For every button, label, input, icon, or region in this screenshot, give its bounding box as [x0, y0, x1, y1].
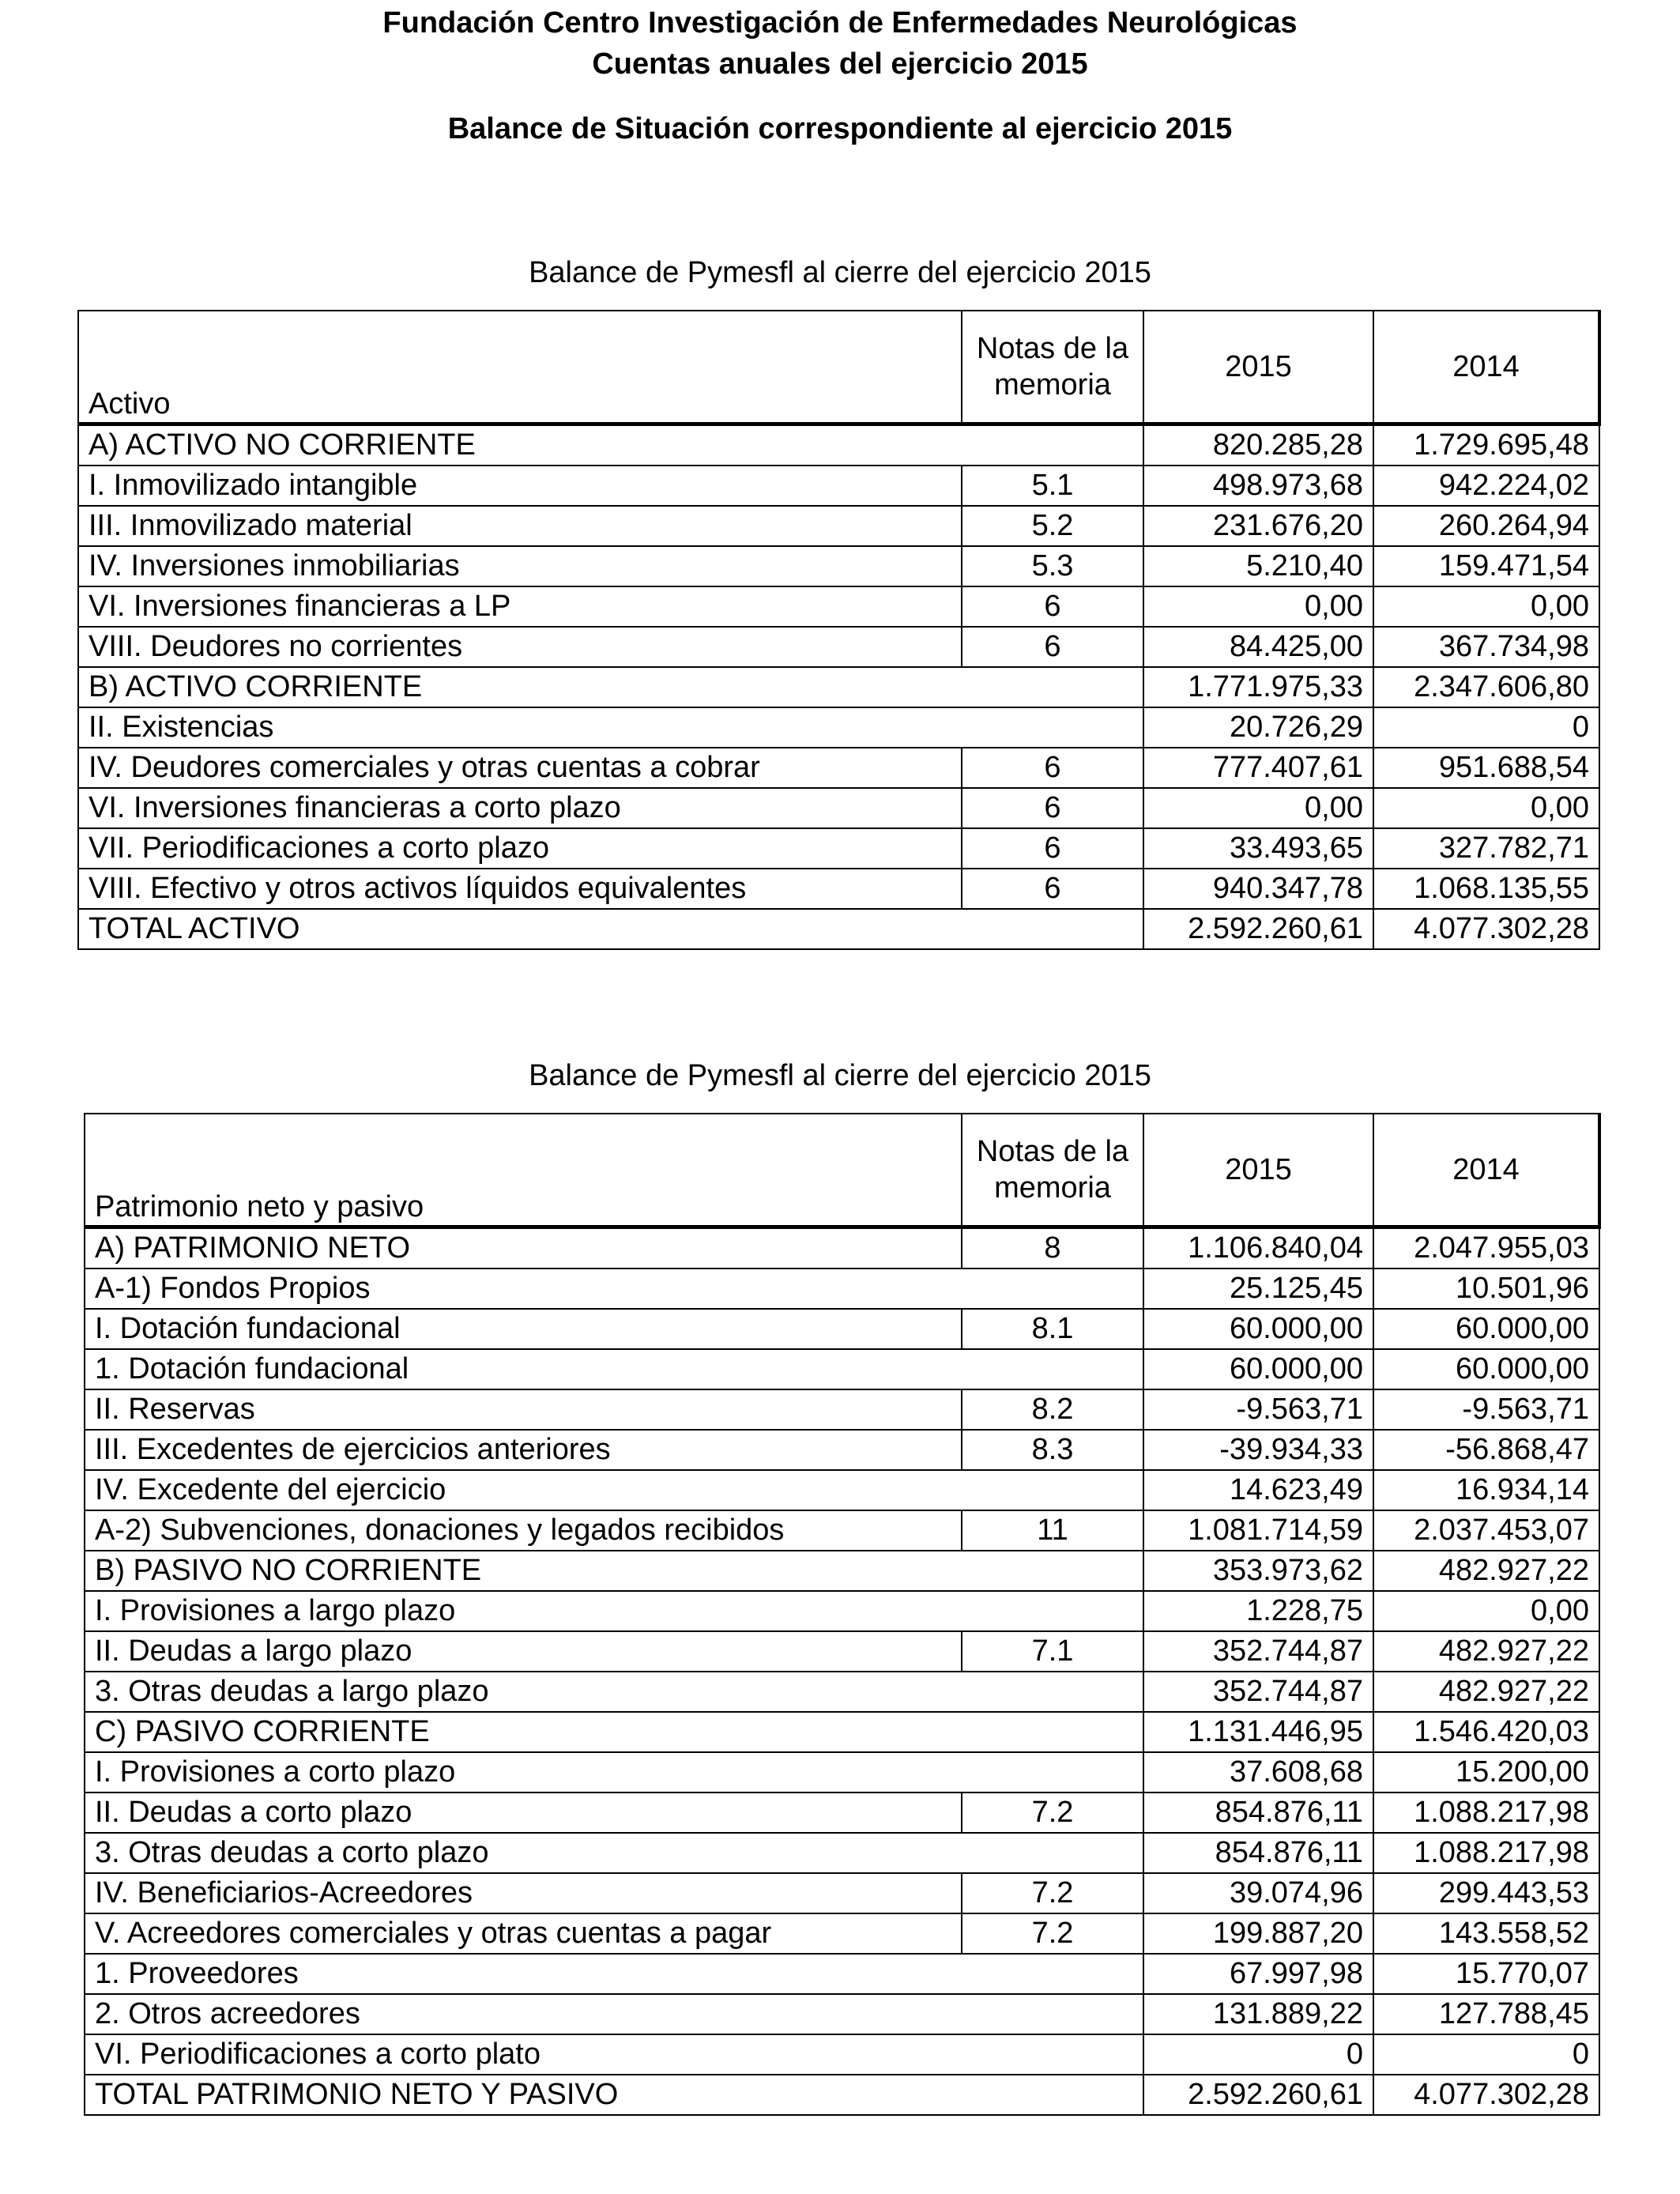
row-value-2015: 39.074,96 [1143, 1873, 1373, 1913]
row-value-2014: 60.000,00 [1373, 1349, 1599, 1389]
row-note: 11 [962, 1510, 1143, 1551]
row-value-2014: 482.927,22 [1373, 1672, 1599, 1712]
row-value-2015: 352.744,87 [1143, 1631, 1373, 1672]
row-label: A) PATRIMONIO NETO [85, 1227, 962, 1269]
table-header-row [85, 1114, 1599, 1227]
row-value-2015: 0,00 [1143, 586, 1373, 627]
pasivo-table-caption: Balance de Pymesfl al cierre del ejercicio 2015 [529, 1059, 1151, 1092]
row-note [962, 2034, 1143, 2075]
row-value-2014: 327.782,71 [1373, 828, 1599, 869]
table-row [85, 1954, 1599, 1994]
row-value-2015: 1.771.975,33 [1143, 667, 1373, 707]
document-subtitle: Cuentas anuales del ejercicio 2015 [592, 47, 1088, 81]
row-label: 3. Otras deudas a largo plazo [85, 1672, 962, 1712]
row-value-2014: -9.563,71 [1373, 1389, 1599, 1430]
row-value-2014: 0 [1373, 2034, 1599, 2075]
table-row [78, 466, 1599, 506]
row-label: I. Provisiones a corto plazo [85, 1752, 962, 1793]
row-value-2014: 2.347.606,80 [1373, 667, 1599, 707]
row-value-2015: 5.210,40 [1143, 546, 1373, 586]
table-row [85, 1631, 1599, 1672]
row-note: 8.2 [962, 1389, 1143, 1430]
row-note: 8 [962, 1227, 1143, 1269]
row-note [962, 1591, 1143, 1631]
table-row [78, 586, 1599, 627]
table-row [85, 1793, 1599, 1833]
row-label: VIII. Efectivo y otros activos líquidos equivalentes [78, 869, 962, 909]
row-value-2014: 1.088.217,98 [1373, 1793, 1599, 1833]
row-label: 1. Dotación fundacional [85, 1349, 962, 1389]
column-header-2014: 2014 [1373, 311, 1599, 424]
row-value-2014: 1.088.217,98 [1373, 1833, 1599, 1873]
row-label: I. Provisiones a largo plazo [85, 1591, 962, 1631]
table-row [85, 1349, 1599, 1389]
row-value-2015: 353.973,62 [1143, 1551, 1373, 1591]
row-value-2014: 16.934,14 [1373, 1470, 1599, 1510]
row-note: 7.1 [962, 1631, 1143, 1672]
row-value-2014: 482.927,22 [1373, 1551, 1599, 1591]
row-value-2015: 854.876,11 [1143, 1833, 1373, 1873]
row-value-2015: 0,00 [1143, 788, 1373, 828]
row-label: A-1) Fondos Propios [85, 1269, 962, 1309]
row-label: IV. Deudores comerciales y otras cuentas a cobrar [78, 748, 962, 788]
row-value-2014: 1.729.695,48 [1373, 424, 1599, 466]
row-note: 6 [962, 586, 1143, 627]
table-row [85, 1430, 1599, 1470]
row-value-2014: 0,00 [1373, 586, 1599, 627]
table-row [78, 748, 1599, 788]
row-note [962, 2075, 1143, 2115]
row-note: 6 [962, 869, 1143, 909]
row-note [962, 1672, 1143, 1712]
row-value-2014: 15.200,00 [1373, 1752, 1599, 1793]
row-note: 7.2 [962, 1793, 1143, 1833]
table-row [85, 1309, 1599, 1349]
row-value-2015: -9.563,71 [1143, 1389, 1373, 1430]
row-note [962, 424, 1143, 466]
row-value-2015: 60.000,00 [1143, 1349, 1373, 1389]
row-label: C) PASIVO CORRIENTE [85, 1712, 962, 1752]
row-label: VI. Inversiones financieras a corto plazo [78, 788, 962, 828]
row-value-2015: 820.285,28 [1143, 424, 1373, 466]
row-value-2015: 14.623,49 [1143, 1470, 1373, 1510]
row-value-2015: 131.889,22 [1143, 1994, 1373, 2034]
row-value-2014: 299.443,53 [1373, 1873, 1599, 1913]
row-note [962, 667, 1143, 707]
row-value-2014: 60.000,00 [1373, 1309, 1599, 1349]
row-value-2014: 127.788,45 [1373, 1994, 1599, 2034]
row-value-2015: 1.081.714,59 [1143, 1510, 1373, 1551]
row-label: VII. Periodificaciones a corto plazo [78, 828, 962, 869]
row-value-2015: 1.228,75 [1143, 1591, 1373, 1631]
row-note: 7.2 [962, 1913, 1143, 1954]
row-value-2015: 498.973,68 [1143, 466, 1373, 506]
table-header-row [78, 311, 1599, 424]
row-value-2015: 0 [1143, 2034, 1373, 2075]
row-value-2014: 2.047.955,03 [1373, 1227, 1599, 1269]
table-row [85, 1389, 1599, 1430]
row-value-2014: 1.546.420,03 [1373, 1712, 1599, 1752]
row-note [962, 1954, 1143, 1994]
row-note: 5.1 [962, 466, 1143, 506]
row-label: I. Dotación fundacional [85, 1309, 962, 1349]
row-note [962, 909, 1143, 949]
row-value-2014: 15.770,07 [1373, 1954, 1599, 1994]
row-value-2014: 159.471,54 [1373, 546, 1599, 586]
table-row [85, 1833, 1599, 1873]
row-label: II. Reservas [85, 1389, 962, 1430]
pasivo-table-body [85, 1227, 1599, 2116]
row-label: B) PASIVO NO CORRIENTE [85, 1551, 962, 1591]
row-note [962, 1752, 1143, 1793]
column-header-2014: 2014 [1373, 1114, 1599, 1227]
row-label: IV. Beneficiarios-Acreedores [85, 1873, 962, 1913]
row-label: 1. Proveedores [85, 1954, 962, 1994]
table-row [78, 546, 1599, 586]
row-label: VIII. Deudores no corrientes [78, 627, 962, 667]
row-note: 6 [962, 748, 1143, 788]
row-note [962, 1833, 1143, 1873]
row-label: II. Deudas a corto plazo [85, 1793, 962, 1833]
row-label: TOTAL PATRIMONIO NETO Y PASIVO [85, 2075, 962, 2115]
row-label: A) ACTIVO NO CORRIENTE [78, 424, 962, 466]
row-value-2015: 2.592.260,61 [1143, 909, 1373, 949]
activo-table-body [78, 424, 1599, 950]
row-label: 2. Otros acreedores [85, 1994, 962, 2034]
row-value-2015: 231.676,20 [1143, 506, 1373, 546]
column-header-notes: Notas de la memoria [962, 1114, 1143, 1227]
row-value-2015: 25.125,45 [1143, 1269, 1373, 1309]
activo-table-caption: Balance de Pymesfl al cierre del ejercicio 2015 [529, 256, 1151, 289]
row-label: III. Inmovilizado material [78, 506, 962, 546]
row-value-2015: 777.407,61 [1143, 748, 1373, 788]
row-value-2015: 84.425,00 [1143, 627, 1373, 667]
row-note: 8.1 [962, 1309, 1143, 1349]
row-value-2014: 951.688,54 [1373, 748, 1599, 788]
row-value-2015: 2.592.260,61 [1143, 2075, 1373, 2115]
row-note [962, 1470, 1143, 1510]
balance-title: Balance de Situación correspondiente al ejercicio 2015 [447, 112, 1233, 145]
table-row [85, 1227, 1599, 1269]
row-value-2015: -39.934,33 [1143, 1430, 1373, 1470]
row-label: TOTAL ACTIVO [78, 909, 962, 949]
row-value-2014: -56.868,47 [1373, 1430, 1599, 1470]
row-value-2014: 482.927,22 [1373, 1631, 1599, 1672]
row-value-2014: 10.501,96 [1373, 1269, 1599, 1309]
table-row [78, 869, 1599, 909]
row-label: B) ACTIVO CORRIENTE [78, 667, 962, 707]
row-value-2015: 33.493,65 [1143, 828, 1373, 869]
column-header-2015: 2015 [1143, 1114, 1373, 1227]
activo-table [77, 310, 1601, 950]
row-label: 3. Otras deudas a corto plazo [85, 1833, 962, 1873]
row-value-2014: 4.077.302,28 [1373, 909, 1599, 949]
table-row [85, 1269, 1599, 1309]
row-value-2014: 942.224,02 [1373, 466, 1599, 506]
row-note: 5.3 [962, 546, 1143, 586]
row-label: A-2) Subvenciones, donaciones y legados recibidos [85, 1510, 962, 1551]
table-row [78, 788, 1599, 828]
row-value-2015: 352.744,87 [1143, 1672, 1373, 1712]
table-row [78, 506, 1599, 546]
row-note: 8.3 [962, 1430, 1143, 1470]
row-note [962, 1269, 1143, 1309]
row-value-2014: 0,00 [1373, 788, 1599, 828]
table-row [85, 1591, 1599, 1631]
row-value-2014: 1.068.135,55 [1373, 869, 1599, 909]
row-label: II. Existencias [78, 707, 962, 748]
row-note: 6 [962, 828, 1143, 869]
row-label: IV. Inversiones inmobiliarias [78, 546, 962, 586]
row-value-2015: 67.997,98 [1143, 1954, 1373, 1994]
row-note [962, 1712, 1143, 1752]
row-value-2015: 1.106.840,04 [1143, 1227, 1373, 1269]
row-label: III. Excedentes de ejercicios anteriores [85, 1430, 962, 1470]
row-value-2015: 20.726,29 [1143, 707, 1373, 748]
table-row [85, 1994, 1599, 2034]
table-row [78, 667, 1599, 707]
row-label: IV. Excedente del ejercicio [85, 1470, 962, 1510]
row-label: I. Inmovilizado intangible [78, 466, 962, 506]
table-row [85, 2034, 1599, 2075]
table-row [78, 828, 1599, 869]
table-row [85, 1551, 1599, 1591]
row-value-2015: 37.608,68 [1143, 1752, 1373, 1793]
row-label: VI. Inversiones financieras a LP [78, 586, 962, 627]
row-value-2015: 940.347,78 [1143, 869, 1373, 909]
row-note [962, 1551, 1143, 1591]
table-row [85, 2075, 1599, 2115]
table-row [85, 1712, 1599, 1752]
row-label: II. Deudas a largo plazo [85, 1631, 962, 1672]
document-title: Fundación Centro Investigación de Enfermedades Neurológicas [382, 6, 1298, 40]
row-value-2014: 260.264,94 [1373, 506, 1599, 546]
row-value-2015: 60.000,00 [1143, 1309, 1373, 1349]
row-label: VI. Periodificaciones a corto plato [85, 2034, 962, 2075]
row-note [962, 707, 1143, 748]
table-row [78, 909, 1599, 949]
column-header-2015: 2015 [1143, 311, 1373, 424]
table-row [85, 1873, 1599, 1913]
column-header-notes: Notas de la memoria [962, 311, 1143, 424]
pasivo-table [84, 1113, 1601, 2116]
row-value-2015: 199.887,20 [1143, 1913, 1373, 1954]
table-row [85, 1752, 1599, 1793]
table-row [85, 1510, 1599, 1551]
column-header-label: Activo [78, 311, 962, 424]
table-row [78, 707, 1599, 748]
table-row [85, 1672, 1599, 1712]
row-note: 7.2 [962, 1873, 1143, 1913]
row-note: 6 [962, 788, 1143, 828]
row-note: 5.2 [962, 506, 1143, 546]
row-value-2014: 367.734,98 [1373, 627, 1599, 667]
table-row [85, 1470, 1599, 1510]
row-value-2014: 2.037.453,07 [1373, 1510, 1599, 1551]
table-row [78, 627, 1599, 667]
row-value-2014: 0,00 [1373, 1591, 1599, 1631]
row-value-2014: 0 [1373, 707, 1599, 748]
row-note [962, 1994, 1143, 2034]
table-row [78, 424, 1599, 466]
column-header-label: Patrimonio neto y pasivo [85, 1114, 962, 1227]
row-note [962, 1349, 1143, 1389]
row-value-2015: 854.876,11 [1143, 1793, 1373, 1833]
row-note: 6 [962, 627, 1143, 667]
row-value-2014: 143.558,52 [1373, 1913, 1599, 1954]
row-label: V. Acreedores comerciales y otras cuentas a pagar [85, 1913, 962, 1954]
table-row [85, 1913, 1599, 1954]
row-value-2015: 1.131.446,95 [1143, 1712, 1373, 1752]
row-value-2014: 4.077.302,28 [1373, 2075, 1599, 2115]
